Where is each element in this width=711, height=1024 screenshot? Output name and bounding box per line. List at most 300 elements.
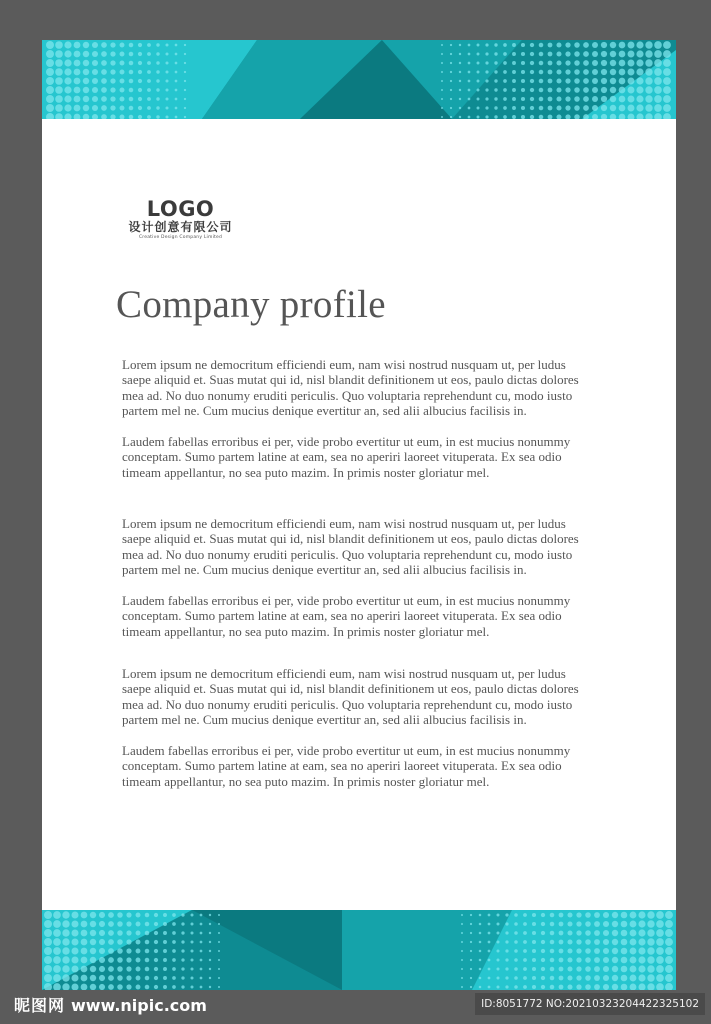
paragraph-line: timeam appellantur, no sea puto mazim. In primis noster gloriatur mel. xyxy=(122,623,490,639)
halftone-dot xyxy=(62,920,69,927)
halftone-dot xyxy=(630,939,637,946)
paragraph-line: timeam appellantur, no sea puto mazim. In primis noster gloriatur mel. xyxy=(122,464,490,480)
watermark-site-url: www.nipic.com xyxy=(71,996,207,1015)
halftone-dot xyxy=(594,957,600,963)
halftone-dot xyxy=(523,913,527,917)
paragraph-line: conceptam. Sumo partem latine at eam, sea no aperiri laoreet vituperata. Ex sea odio xyxy=(122,758,562,774)
halftone-dot xyxy=(541,949,545,953)
halftone-dot xyxy=(92,51,98,57)
halftone-dot xyxy=(532,913,536,917)
halftone-dot xyxy=(550,940,555,945)
halftone-dot xyxy=(645,95,652,102)
halftone-dot xyxy=(441,107,443,109)
halftone-dot xyxy=(46,86,54,94)
halftone-dot xyxy=(74,105,81,112)
halftone-dot xyxy=(647,938,654,945)
halftone-dot xyxy=(603,975,609,981)
halftone-dot xyxy=(136,985,141,990)
halftone-dot xyxy=(175,107,178,110)
halftone-dot xyxy=(44,947,52,955)
halftone-dot xyxy=(601,69,607,75)
halftone-dot xyxy=(638,920,645,927)
halftone-dot xyxy=(99,957,105,963)
halftone-dot xyxy=(548,88,553,93)
halftone-dot xyxy=(621,912,628,919)
halftone-dot xyxy=(477,116,480,119)
top-band-graphic xyxy=(42,40,676,119)
halftone-dot xyxy=(459,89,461,91)
halftone-dot xyxy=(175,44,178,47)
halftone-dot xyxy=(175,116,178,119)
halftone-dot xyxy=(550,985,555,990)
halftone-dot xyxy=(638,938,645,945)
halftone-dot xyxy=(64,41,71,48)
halftone-dot xyxy=(172,985,176,989)
halftone-dot xyxy=(181,913,184,916)
halftone-dot xyxy=(120,88,125,93)
halftone-dot xyxy=(479,950,482,953)
halftone-dot xyxy=(154,958,158,962)
halftone-dot xyxy=(46,41,54,49)
halftone-dot xyxy=(628,60,635,67)
halftone-dot xyxy=(654,77,662,85)
halftone-dot xyxy=(496,967,499,970)
halftone-dot xyxy=(74,87,81,94)
halftone-dot xyxy=(610,42,616,48)
halftone-dot xyxy=(81,912,88,919)
letterhead-page xyxy=(42,40,676,990)
paragraph-line: Lorem ipsum ne democritum efficiendi eum, nam wisi nostrud nusquam ut, per ludus xyxy=(122,516,566,531)
halftone-dot xyxy=(62,947,69,954)
halftone-dot xyxy=(612,939,618,945)
paragraph-line: Laudem fabellas erroribus ei per, vide probo evertitur ut eum, in est mucius nonummy xyxy=(122,434,571,449)
halftone-dot xyxy=(512,97,516,101)
halftone-dot xyxy=(209,977,211,979)
halftone-dot xyxy=(548,79,553,84)
halftone-dot xyxy=(108,912,114,918)
halftone-dot xyxy=(209,932,211,934)
halftone-dot xyxy=(548,61,553,66)
halftone-dot xyxy=(44,956,52,964)
halftone-dot xyxy=(592,60,598,66)
halftone-dot xyxy=(488,986,491,989)
halftone-dot xyxy=(576,921,581,926)
halftone-dot xyxy=(645,68,652,75)
halftone-dot xyxy=(585,966,591,972)
halftone-dot xyxy=(654,104,662,112)
halftone-dot xyxy=(576,957,581,962)
halftone-dot xyxy=(485,52,488,55)
halftone-dot xyxy=(559,976,564,981)
halftone-dot xyxy=(645,50,652,57)
halftone-dot xyxy=(592,87,598,93)
halftone-dot xyxy=(532,931,536,935)
halftone-dot xyxy=(621,930,628,937)
halftone-dot xyxy=(477,98,480,101)
halftone-dot xyxy=(603,984,609,990)
halftone-dot xyxy=(117,975,123,981)
halftone-dot xyxy=(559,922,564,927)
halftone-dot xyxy=(576,984,581,989)
halftone-dot xyxy=(459,80,461,82)
halftone-dot xyxy=(576,939,581,944)
halftone-dot xyxy=(574,60,580,66)
halftone-dot xyxy=(603,957,609,963)
halftone-dot xyxy=(503,106,507,110)
halftone-dot xyxy=(71,974,78,981)
halftone-dot xyxy=(512,43,516,47)
halftone-dot xyxy=(90,912,96,918)
halftone-dot xyxy=(654,95,662,103)
halftone-dot xyxy=(488,941,491,944)
paragraph-line: partem mel ne. Cum mucius denique evertitur an, sed alii albucius facilisis in. xyxy=(122,402,527,418)
halftone-dot xyxy=(532,967,536,971)
halftone-dot xyxy=(592,78,598,84)
halftone-dot xyxy=(503,70,507,74)
halftone-dot xyxy=(64,104,71,111)
halftone-dot xyxy=(101,42,107,48)
halftone-dot xyxy=(556,42,561,47)
halftone-dot xyxy=(505,940,508,943)
halftone-dot xyxy=(477,62,480,65)
halftone-dot xyxy=(459,44,461,46)
halftone-dot xyxy=(218,950,220,952)
halftone-dot xyxy=(108,975,114,981)
halftone-dot xyxy=(550,976,555,981)
halftone-dot xyxy=(505,913,508,916)
halftone-dot xyxy=(494,52,497,55)
halftone-dot xyxy=(530,43,534,47)
halftone-dot xyxy=(485,79,488,82)
halftone-dot xyxy=(62,965,69,972)
halftone-dot xyxy=(468,53,471,56)
halftone-dot xyxy=(461,986,463,988)
halftone-dot xyxy=(494,88,497,91)
halftone-dot xyxy=(654,86,662,94)
halftone-dot xyxy=(129,52,134,57)
halftone-dot xyxy=(117,939,123,945)
halftone-dot xyxy=(636,104,643,111)
halftone-dot xyxy=(612,912,618,918)
halftone-dot xyxy=(530,70,534,74)
halftone-dot xyxy=(628,96,635,103)
halftone-dot xyxy=(145,922,150,927)
halftone-dot xyxy=(470,941,472,943)
halftone-dot xyxy=(136,967,141,972)
halftone-dot xyxy=(612,930,618,936)
halftone-dot xyxy=(101,87,107,93)
halftone-dot xyxy=(117,957,123,963)
halftone-dot xyxy=(628,51,635,58)
halftone-dot xyxy=(120,61,125,66)
halftone-dot xyxy=(576,912,581,917)
halftone-dot xyxy=(468,62,471,65)
halftone-dot xyxy=(601,105,607,111)
halftone-dot xyxy=(559,940,564,945)
halftone-dot xyxy=(90,948,96,954)
halftone-dot xyxy=(138,79,142,83)
halftone-dot xyxy=(477,80,480,83)
halftone-dot xyxy=(656,947,664,955)
halftone-dot xyxy=(539,70,544,75)
halftone-dot xyxy=(175,62,178,65)
halftone-dot xyxy=(136,931,141,936)
halftone-dot xyxy=(165,61,168,64)
halftone-dot xyxy=(62,974,69,981)
logo-english-name: Creative Design Company Limited xyxy=(138,235,223,240)
halftone-dot xyxy=(92,42,98,48)
halftone-dot xyxy=(175,53,178,56)
halftone-dot xyxy=(138,61,142,65)
halftone-dot xyxy=(645,41,652,48)
halftone-dot xyxy=(512,88,516,92)
paragraph-line: conceptam. Sumo partem latine at eam, sea no aperiri laoreet vituperata. Ex sea odio xyxy=(122,608,562,624)
halftone-dot xyxy=(218,959,220,961)
halftone-dot xyxy=(630,912,637,919)
halftone-dot xyxy=(541,913,545,917)
halftone-dot xyxy=(654,68,662,76)
halftone-dot xyxy=(567,966,572,971)
halftone-dot xyxy=(665,947,673,955)
halftone-dot xyxy=(71,911,78,918)
halftone-dot xyxy=(218,932,220,934)
halftone-dot xyxy=(485,61,488,64)
halftone-dot xyxy=(165,52,168,55)
halftone-dot xyxy=(74,51,81,58)
halftone-dot xyxy=(190,922,193,925)
halftone-dot xyxy=(209,959,211,961)
halftone-dot xyxy=(656,929,664,937)
halftone-dot xyxy=(165,97,168,100)
halftone-dot xyxy=(441,80,443,82)
halftone-dot xyxy=(461,950,463,952)
halftone-dot xyxy=(145,958,150,963)
halftone-dot xyxy=(74,78,81,85)
halftone-dot xyxy=(99,921,105,927)
halftone-dot xyxy=(610,51,616,57)
halftone-dot xyxy=(165,106,168,109)
body-paragraph xyxy=(122,516,602,577)
halftone-dot xyxy=(55,77,63,85)
halftone-dot xyxy=(523,922,527,926)
halftone-dot xyxy=(488,923,491,926)
halftone-dot xyxy=(459,98,461,100)
halftone-dot xyxy=(477,107,480,110)
halftone-dot xyxy=(647,929,654,936)
halftone-dot xyxy=(184,53,186,55)
halftone-dot xyxy=(108,930,114,936)
halftone-dot xyxy=(621,948,628,955)
halftone-dot xyxy=(567,939,572,944)
halftone-dot xyxy=(541,922,545,926)
halftone-dot xyxy=(147,52,151,56)
halftone-dot xyxy=(514,967,518,971)
halftone-dot xyxy=(90,939,96,945)
halftone-dot xyxy=(630,957,637,964)
halftone-dot xyxy=(638,956,645,963)
logo-wordmark: LOGO xyxy=(146,197,215,221)
halftone-dot xyxy=(556,69,561,74)
halftone-dot xyxy=(147,88,151,92)
halftone-dot xyxy=(585,912,591,918)
halftone-dot xyxy=(628,87,635,94)
halftone-dot xyxy=(71,965,78,972)
halftone-dot xyxy=(539,61,544,66)
halftone-dot xyxy=(514,958,518,962)
halftone-dot xyxy=(494,115,497,118)
halftone-dot xyxy=(647,965,654,972)
halftone-dot xyxy=(638,965,645,972)
halftone-dot xyxy=(576,930,581,935)
halftone-dot xyxy=(129,106,134,111)
halftone-dot xyxy=(71,947,78,954)
halftone-dot xyxy=(461,941,463,943)
halftone-dot xyxy=(129,70,134,75)
halftone-dot xyxy=(541,967,545,971)
halftone-dot xyxy=(181,931,184,934)
halftone-dot xyxy=(126,930,131,935)
halftone-dot xyxy=(184,62,186,64)
halftone-dot xyxy=(601,60,607,66)
halftone-dot xyxy=(541,985,545,989)
halftone-dot xyxy=(556,105,561,110)
halftone-dot xyxy=(512,106,516,110)
halftone-dot xyxy=(496,922,499,925)
halftone-dot xyxy=(585,930,591,936)
halftone-dot xyxy=(441,98,443,100)
halftone-dot xyxy=(101,60,107,66)
halftone-dot xyxy=(44,974,52,982)
halftone-dot xyxy=(610,69,616,75)
halftone-dot xyxy=(470,914,472,916)
halftone-dot xyxy=(565,87,570,92)
body-paragraph xyxy=(122,743,602,789)
halftone-dot xyxy=(663,86,671,94)
halftone-dot xyxy=(64,50,71,57)
halftone-dot xyxy=(621,939,628,946)
halftone-dot xyxy=(90,930,96,936)
halftone-dot xyxy=(601,87,607,93)
halftone-dot xyxy=(656,965,664,973)
halftone-dot xyxy=(209,923,211,925)
halftone-dot xyxy=(512,70,516,74)
halftone-dot xyxy=(136,949,141,954)
halftone-dot xyxy=(129,97,134,102)
halftone-dot xyxy=(110,96,115,101)
halftone-dot xyxy=(209,914,211,916)
halftone-dot xyxy=(44,920,52,928)
halftone-dot xyxy=(503,88,507,92)
halftone-dot xyxy=(83,51,89,57)
halftone-dot xyxy=(521,88,525,92)
halftone-dot xyxy=(145,913,150,918)
halftone-dot xyxy=(663,95,671,103)
halftone-dot xyxy=(488,932,491,935)
halftone-dot xyxy=(601,96,607,102)
halftone-dot xyxy=(521,79,525,83)
halftone-dot xyxy=(556,78,561,83)
halftone-dot xyxy=(521,106,525,110)
halftone-dot xyxy=(603,939,609,945)
halftone-dot xyxy=(477,71,480,74)
halftone-dot xyxy=(200,932,203,935)
halftone-dot xyxy=(477,89,480,92)
halftone-dot xyxy=(656,920,664,928)
halftone-dot xyxy=(592,51,598,57)
halftone-dot xyxy=(145,940,150,945)
halftone-dot xyxy=(567,975,572,980)
halftone-dot xyxy=(450,53,452,55)
halftone-dot xyxy=(559,985,564,990)
halftone-dot xyxy=(165,79,168,82)
halftone-dot xyxy=(610,96,616,102)
halftone-dot xyxy=(126,984,131,989)
halftone-dot xyxy=(488,914,491,917)
halftone-dot xyxy=(479,986,482,989)
halftone-dot xyxy=(548,52,553,57)
halftone-dot xyxy=(505,958,508,961)
halftone-dot xyxy=(628,69,635,76)
halftone-dot xyxy=(567,948,572,953)
halftone-dot xyxy=(636,68,643,75)
halftone-dot xyxy=(505,931,508,934)
halftone-dot xyxy=(154,976,158,980)
halftone-dot xyxy=(461,977,463,979)
halftone-dot xyxy=(665,965,673,973)
halftone-dot xyxy=(621,957,628,964)
halftone-dot xyxy=(108,948,114,954)
halftone-dot xyxy=(99,930,105,936)
halftone-dot xyxy=(117,966,123,972)
halftone-dot xyxy=(74,69,81,76)
halftone-dot xyxy=(441,89,443,91)
halftone-dot xyxy=(74,42,81,49)
halftone-dot xyxy=(163,985,167,989)
halftone-dot xyxy=(636,59,643,66)
halftone-dot xyxy=(567,912,572,917)
halftone-dot xyxy=(541,931,545,935)
halftone-dot xyxy=(556,96,561,101)
paragraph-line: partem mel ne. Cum mucius denique evertitur an, sed alii albucius facilisis in. xyxy=(122,561,527,577)
halftone-dot xyxy=(120,52,125,57)
halftone-dot xyxy=(181,958,184,961)
halftone-dot xyxy=(117,921,123,927)
halftone-dot xyxy=(126,957,131,962)
halftone-dot xyxy=(628,78,635,85)
halftone-dot xyxy=(46,95,54,103)
halftone-dot xyxy=(638,929,645,936)
halftone-dot xyxy=(126,939,131,944)
halftone-dot xyxy=(74,96,81,103)
halftone-dot xyxy=(184,116,186,118)
halftone-dot xyxy=(71,929,78,936)
halftone-dot xyxy=(559,949,564,954)
halftone-dot xyxy=(46,50,54,58)
halftone-dot xyxy=(129,61,134,66)
halftone-dot xyxy=(110,78,115,83)
halftone-dot xyxy=(539,79,544,84)
halftone-dot xyxy=(154,940,158,944)
halftone-dot xyxy=(172,913,176,917)
halftone-dot xyxy=(645,59,652,66)
halftone-dot xyxy=(450,44,452,46)
halftone-dot xyxy=(46,59,54,67)
halftone-dot xyxy=(92,87,98,93)
halftone-dot xyxy=(175,71,178,74)
halftone-dot xyxy=(567,984,572,989)
halftone-dot xyxy=(530,97,534,101)
halftone-dot xyxy=(539,52,544,57)
